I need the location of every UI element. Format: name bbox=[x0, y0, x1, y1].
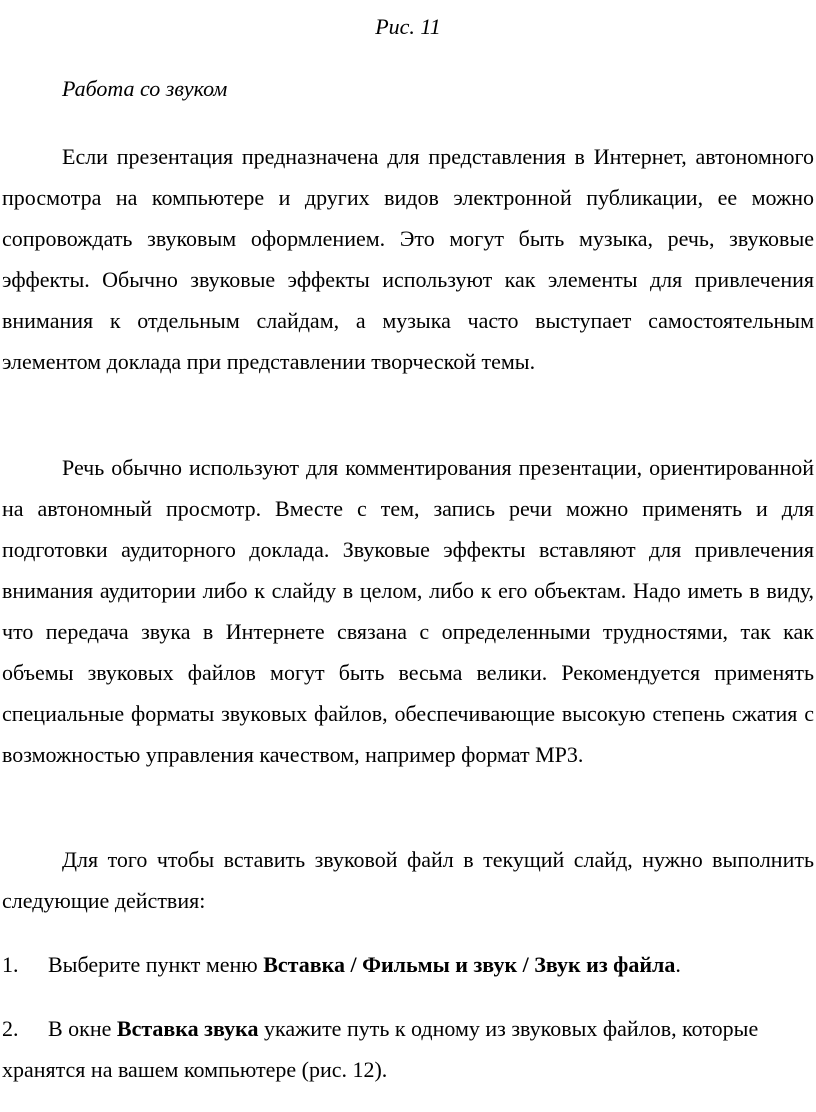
step-text-after: . bbox=[675, 952, 681, 977]
step-window-name: Вставка звука bbox=[116, 1016, 259, 1041]
step-number: 1. bbox=[2, 952, 19, 977]
paragraph-steps-intro bbox=[2, 839, 814, 921]
step-number: 2. bbox=[2, 1016, 19, 1041]
list-item-step-2 bbox=[2, 1008, 814, 1090]
figure-caption: Рис. 11 bbox=[375, 14, 441, 39]
step-text-before: В окне bbox=[48, 1016, 117, 1041]
step-text-after: укажите путь к одному из звуковых файлов, которые хранятся на вашем компьютере (рис. 12). bbox=[2, 1016, 759, 1082]
step-menu-path: Вставка / Фильмы и звук / Звук из файла bbox=[263, 952, 676, 977]
step-text-before: Выберите пункт меню bbox=[48, 952, 264, 977]
paragraph-speech-text: Речь обычно используют для комментирования презентации, ориентированной на автономный просмотр. Вместе с тем, запись речи можно применять и для подготовки аудиторного доклада. Звуковые эффекты вставляют для привлечения внимания аудитории либо к слайду в целом, либо к его объектам. Надо иметь в виду, что передача звука в Интернете связана с определенными трудностями, так как объемы звуковых файлов могут быть весьма велики. Рекомендуется применять специальные форматы звуковых файлов, обеспечивающие высокую степень сжатия с возможностью управления качеством, например формат МР3. bbox=[2, 455, 814, 767]
paragraph-intro-text: Если презентация предназначена для представления в Интернет, автономного просмотра на компьютере и других видов электронной публикации, ее можно сопровождать звуковым оформлением. Это могут быть музыка, речь, звуковые эффекты. Обычно звуковые эффекты используют как элементы для привлечения внимания к отдельным слайдам, а музыка часто выступает самостоятельным элементом доклада при представлении творческой темы. bbox=[2, 144, 814, 374]
paragraph-steps-intro-text: Для того чтобы вставить звуковой файл в текущий слайд, нужно выполнить следующие действия: bbox=[2, 847, 814, 913]
paragraph-intro bbox=[2, 136, 814, 382]
list-item-step-1 bbox=[2, 944, 814, 985]
paragraph-speech bbox=[2, 447, 814, 775]
section-title: Работа со звуком bbox=[62, 76, 228, 101]
